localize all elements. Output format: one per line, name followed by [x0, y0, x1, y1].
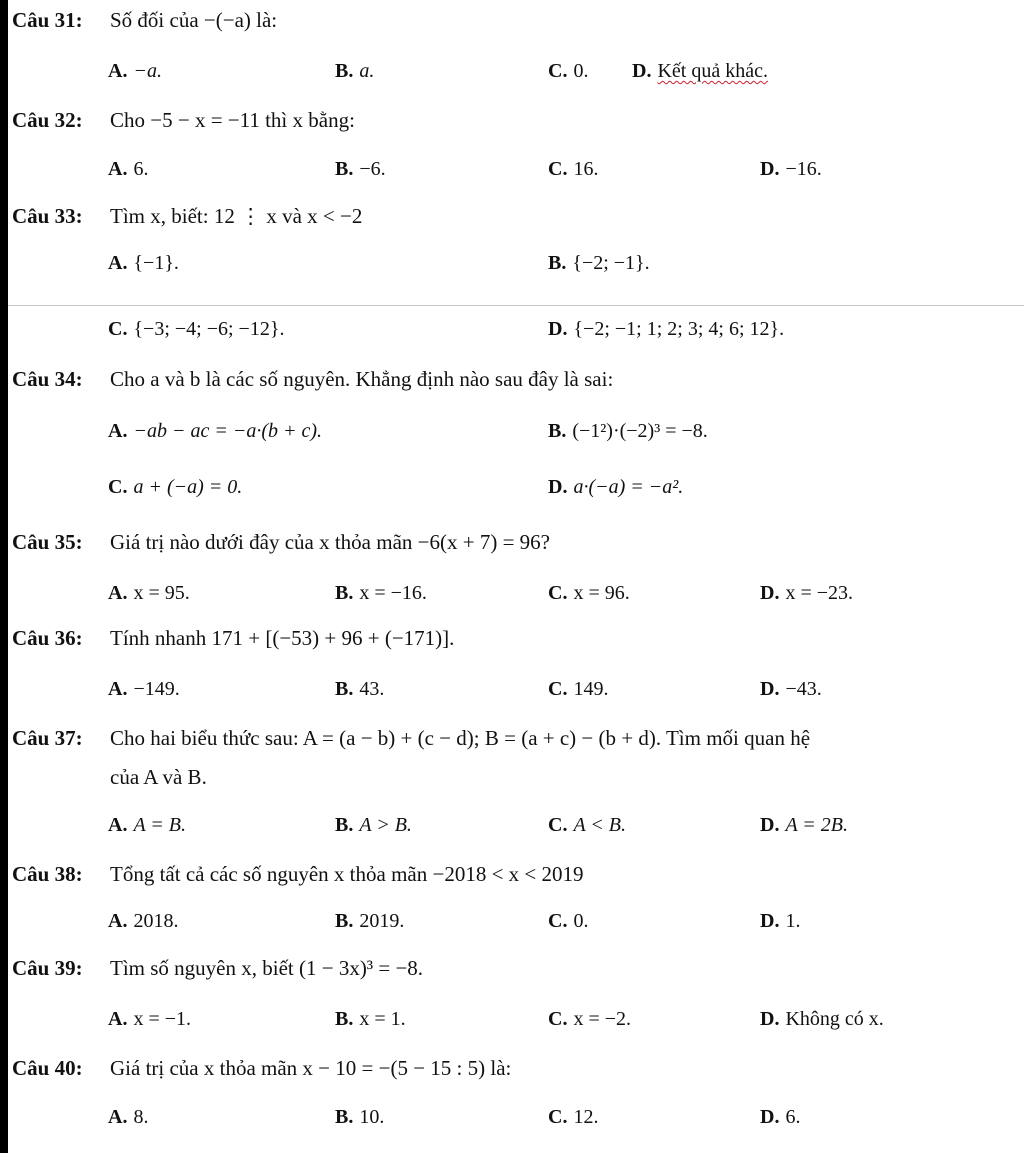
question-stem: Số đối của −(−a) là: — [110, 8, 278, 32]
q37-option-a[interactable] — [108, 814, 186, 837]
q33-option-d[interactable] — [548, 318, 784, 341]
option-letter: C. — [108, 318, 128, 340]
option-letter: C. — [548, 158, 568, 180]
option-letter: C. — [548, 582, 568, 604]
q33-option-b[interactable] — [548, 252, 650, 275]
q40-option-a[interactable] — [108, 1106, 148, 1129]
option-letter: B. — [335, 158, 354, 180]
q36-option-d[interactable] — [760, 678, 822, 701]
question-number: Câu 37: — [12, 726, 83, 750]
question-stem: Tổng tất cả các số nguyên x thỏa mãn −2018 < x < 2019 — [110, 862, 584, 886]
question-number: Câu 38: — [12, 862, 83, 886]
question-31 — [12, 8, 277, 33]
question-stem-line2: của A và B. — [110, 765, 207, 789]
option-text: 12. — [573, 1106, 599, 1128]
option-text: x = −1. — [133, 1008, 192, 1030]
option-letter: B. — [335, 582, 354, 604]
question-stem: Tìm x, biết: 12 ⋮ x và x < −2 — [110, 204, 363, 228]
option-letter: C. — [548, 1008, 568, 1030]
q40-option-c[interactable] — [548, 1106, 598, 1129]
q38-option-c[interactable] — [548, 910, 588, 933]
option-text: 0. — [573, 60, 589, 82]
question-number: Câu 32: — [12, 108, 83, 132]
option-text: (−1²)·(−2)³ = −8. — [572, 420, 708, 442]
option-letter: B. — [335, 910, 354, 932]
q37-option-b[interactable] — [335, 814, 412, 837]
option-text: −ab − ac = −a·(b + c). — [133, 420, 323, 442]
option-text: a·(−a) = −a². — [573, 476, 684, 498]
q32-option-a[interactable] — [108, 158, 148, 181]
option-text: Kết quả khác. — [657, 60, 768, 82]
option-letter: D. — [548, 476, 568, 498]
option-text: 43. — [359, 678, 385, 700]
question-37 — [12, 726, 810, 751]
option-text: a + (−a) = 0. — [133, 476, 243, 498]
q32-option-c[interactable] — [548, 158, 598, 181]
option-letter: D. — [548, 318, 568, 340]
option-text: A > B. — [359, 814, 412, 836]
q39-option-a[interactable] — [108, 1008, 191, 1031]
option-letter: B. — [335, 678, 354, 700]
option-letter: A. — [108, 252, 128, 274]
q39-option-d[interactable] — [760, 1008, 884, 1031]
q36-option-c[interactable] — [548, 678, 608, 701]
q37-option-d[interactable] — [760, 814, 848, 837]
option-letter: C. — [548, 60, 568, 82]
question-number: Câu 34: — [12, 367, 83, 391]
option-text: −16. — [785, 158, 822, 180]
option-text: x = 95. — [133, 582, 190, 604]
option-text: {−2; −1; 1; 2; 3; 4; 6; 12}. — [573, 318, 785, 340]
question-33 — [12, 204, 362, 229]
option-text: 0. — [573, 910, 589, 932]
option-letter: A. — [108, 1106, 128, 1128]
option-text: 10. — [359, 1106, 385, 1128]
option-letter: B. — [335, 814, 354, 836]
option-text: 149. — [573, 678, 609, 700]
question-37-continuation — [110, 765, 207, 790]
option-letter: D. — [760, 582, 780, 604]
option-letter: B. — [335, 60, 354, 82]
q38-option-a[interactable] — [108, 910, 178, 933]
q33-option-a[interactable] — [108, 252, 179, 275]
option-text: 2019. — [359, 910, 405, 932]
option-text: A = 2B. — [785, 814, 849, 836]
q39-option-c[interactable] — [548, 1008, 631, 1031]
option-letter: C. — [548, 814, 568, 836]
option-letter: D. — [760, 814, 780, 836]
option-letter: A. — [108, 814, 128, 836]
option-text: 6. — [785, 1106, 801, 1128]
option-letter: D. — [760, 1106, 780, 1128]
q31-option-c[interactable] — [548, 60, 588, 83]
q32-option-d[interactable] — [760, 158, 822, 181]
question-number: Câu 39: — [12, 956, 83, 980]
option-letter: A. — [108, 910, 128, 932]
q38-option-d[interactable] — [760, 910, 800, 933]
option-text: −149. — [133, 678, 180, 700]
question-number: Câu 40: — [12, 1056, 83, 1080]
question-36 — [12, 626, 454, 651]
page-divider — [8, 305, 1024, 306]
option-text: x = −16. — [359, 582, 427, 604]
option-text: Không có x. — [785, 1008, 884, 1030]
option-letter: C. — [548, 910, 568, 932]
q38-option-b[interactable] — [335, 910, 404, 933]
question-stem: Giá trị nào dưới đây của x thỏa mãn −6(x + 7) = 96? — [110, 530, 550, 554]
question-number: Câu 31: — [12, 8, 83, 32]
option-letter: B. — [335, 1008, 354, 1030]
q33-option-c[interactable] — [108, 318, 284, 341]
option-letter: D. — [632, 60, 652, 82]
option-text: −43. — [785, 678, 822, 700]
option-text: 6. — [133, 158, 149, 180]
option-letter: C. — [108, 476, 128, 498]
q31-option-a[interactable] — [108, 60, 162, 83]
q40-option-b[interactable] — [335, 1106, 384, 1129]
question-stem: Cho −5 − x = −11 thì x bằng: — [110, 108, 355, 132]
q35-option-d[interactable] — [760, 582, 853, 605]
left-black-bar — [0, 0, 8, 1153]
option-text: a. — [359, 60, 375, 82]
option-text: 1. — [785, 910, 801, 932]
option-text: 2018. — [133, 910, 179, 932]
option-text: {−2; −1}. — [572, 252, 650, 274]
option-text: x = −2. — [573, 1008, 632, 1030]
q34-option-c[interactable] — [108, 476, 242, 499]
question-40 — [12, 1056, 511, 1081]
option-text: x = 1. — [359, 1008, 406, 1030]
q35-option-c[interactable] — [548, 582, 630, 605]
option-letter: A. — [108, 1008, 128, 1030]
option-letter: A. — [108, 420, 128, 442]
q34-option-b[interactable] — [548, 420, 708, 443]
q36-option-b[interactable] — [335, 678, 384, 701]
option-letter: D. — [760, 158, 780, 180]
option-letter: A. — [108, 582, 128, 604]
question-35 — [12, 530, 550, 555]
question-stem: Tính nhanh 171 + [(−53) + 96 + (−171)]. — [110, 626, 455, 650]
question-34 — [12, 367, 613, 392]
option-letter: D. — [760, 1008, 780, 1030]
q31-option-b[interactable] — [335, 60, 374, 83]
question-stem: Tìm số nguyên x, biết (1 − 3x)³ = −8. — [110, 956, 424, 980]
option-text: x = 96. — [573, 582, 630, 604]
q35-option-a[interactable] — [108, 582, 190, 605]
option-letter: B. — [335, 1106, 354, 1128]
q35-option-b[interactable] — [335, 582, 427, 605]
option-letter: D. — [760, 678, 780, 700]
q32-option-b[interactable] — [335, 158, 386, 181]
question-stem: Cho hai biểu thức sau: A = (a − b) + (c − d); B = (a + c) − (b + d). Tìm mối quan hệ — [110, 726, 811, 750]
question-number: Câu 35: — [12, 530, 83, 554]
option-letter: B. — [548, 252, 567, 274]
q31-option-d[interactable] — [632, 60, 768, 83]
option-text: −a. — [133, 60, 162, 82]
question-number: Câu 33: — [12, 204, 83, 228]
q34-option-d[interactable] — [548, 476, 683, 499]
q36-option-a[interactable] — [108, 678, 180, 701]
option-letter: A. — [108, 158, 128, 180]
option-letter: B. — [548, 420, 567, 442]
question-stem: Cho a và b là các số nguyên. Khẳng định nào sau đây là sai: — [110, 367, 614, 391]
q37-option-c[interactable] — [548, 814, 626, 837]
question-32 — [12, 108, 355, 133]
option-text: {−3; −4; −6; −12}. — [133, 318, 285, 340]
option-text: {−1}. — [133, 252, 179, 274]
option-letter: A. — [108, 60, 128, 82]
q34-option-a[interactable] — [108, 420, 322, 443]
option-letter: C. — [548, 678, 568, 700]
q39-option-b[interactable] — [335, 1008, 406, 1031]
question-39 — [12, 956, 423, 981]
option-letter: A. — [108, 678, 128, 700]
question-38 — [12, 862, 584, 887]
option-text: 16. — [573, 158, 599, 180]
option-letter: D. — [760, 910, 780, 932]
question-number: Câu 36: — [12, 626, 83, 650]
option-text: 8. — [133, 1106, 149, 1128]
option-text: A = B. — [133, 814, 187, 836]
question-stem: Giá trị của x thỏa mãn x − 10 = −(5 − 15 : 5) là: — [110, 1056, 512, 1080]
option-text: −6. — [359, 158, 386, 180]
option-text: A < B. — [573, 814, 627, 836]
option-text: x = −23. — [785, 582, 854, 604]
option-letter: C. — [548, 1106, 568, 1128]
q40-option-d[interactable] — [760, 1106, 800, 1129]
